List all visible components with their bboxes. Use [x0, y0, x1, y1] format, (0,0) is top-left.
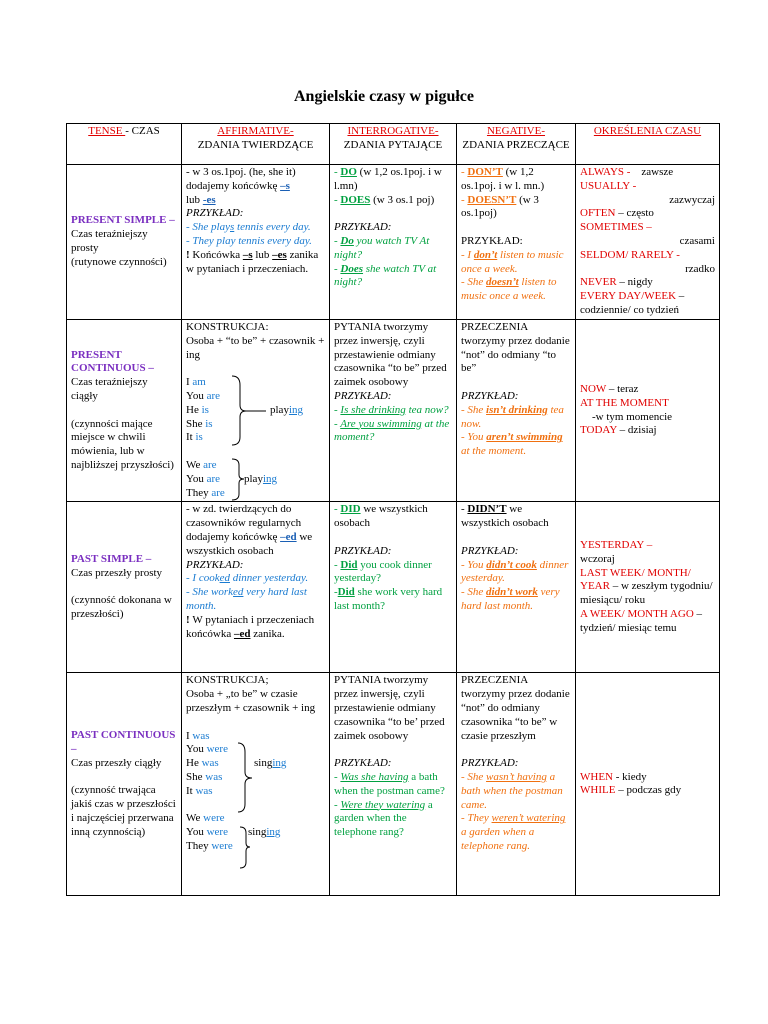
example-text: -	[334, 417, 341, 430]
example-aux: Do	[340, 234, 354, 247]
tense-desc: Czas teraźniejszy prosty	[71, 228, 148, 254]
conj-you-pl	[186, 473, 325, 487]
pronoun: I	[186, 376, 193, 389]
conj-it	[186, 785, 325, 799]
construction-formula: Osoba + „to be” w czasie przeszłym + czasownik + ing	[186, 688, 316, 714]
pronoun: It	[186, 431, 196, 444]
construction-formula: Osoba + “to be” + czasownik + ing	[186, 334, 325, 361]
conj-they	[186, 487, 325, 501]
header-neg-pl: ZDANIA PRZECZĄCE	[462, 138, 570, 151]
time-translation: – teraz	[606, 383, 639, 396]
tense-name: PAST SIMPLE –	[71, 552, 152, 565]
tense-desc: Czas teraźniejszy ciągły	[71, 376, 148, 402]
cell-aff-past-continuous	[182, 673, 330, 896]
example-text: - I cook	[186, 572, 220, 585]
conj-he	[186, 757, 325, 771]
aux-doesnt: DOESN’T	[467, 193, 517, 206]
example-text: listen to music once a week.	[461, 248, 564, 275]
pronoun: They	[186, 839, 212, 852]
pronoun: We	[186, 812, 204, 825]
tenses-table	[66, 123, 720, 896]
rule-text: we wszystkich osobach	[186, 530, 313, 557]
example-1	[461, 249, 564, 275]
example-text: -	[334, 586, 338, 599]
rule-text: (w 3 os.1 poj)	[370, 193, 435, 206]
time-word: A WEEK/ MONTH AGO	[580, 608, 694, 621]
example-label: PRZYKŁAD:	[334, 389, 392, 402]
example-text: she watch TV at night?	[334, 262, 437, 289]
be-form: were	[206, 826, 228, 839]
example-2	[461, 586, 560, 612]
be-form: was	[205, 770, 223, 783]
example-text: - You	[461, 558, 487, 571]
example-text: dinner yesterday.	[229, 572, 309, 585]
construction-label: KONSTRUKCJA:	[186, 321, 269, 333]
note-ending: –es	[272, 248, 287, 261]
example-text: you cook dinner yesterday?	[334, 558, 432, 585]
header-tense-pl: - CZAS	[125, 125, 160, 137]
brace-icon	[230, 375, 268, 447]
example-text: at the moment?	[334, 417, 450, 444]
example-label: PRZYKŁAD:	[461, 757, 519, 770]
header-row	[67, 124, 720, 165]
example-text: at the moment.	[461, 445, 527, 458]
pronoun: He	[186, 757, 202, 770]
example-verb: Is she drinking	[340, 403, 406, 416]
example-verb: aren’t swimming	[486, 431, 563, 444]
aux-does: DOES	[340, 193, 371, 206]
example-ending: ed	[219, 572, 230, 585]
time-translation: zazwyczaj	[669, 193, 715, 206]
rule-text: - w 3 os.1poj. (he, she it) dodajemy końcówkę	[186, 166, 296, 192]
example-2	[461, 431, 563, 457]
cell-tense-present-simple	[67, 165, 182, 320]
example-1	[334, 404, 449, 416]
example-verb: weren’t watering	[491, 812, 566, 825]
example-text: -	[334, 234, 341, 247]
conj-we	[186, 459, 325, 473]
rule-text: PYTANIA tworzymy przez inwersję, czyli przestawienie odmiany czasownika “to be’ przed zaimek osobowy	[334, 674, 445, 742]
time-translation: -w tym momencie	[592, 410, 673, 423]
header-neg-en: NEGATIVE-	[486, 125, 546, 137]
pronoun: You	[186, 826, 207, 839]
brace-icon	[230, 458, 246, 502]
time-word: NEVER	[580, 276, 617, 289]
page-title: Angielskie czasy w pigułce	[294, 88, 474, 105]
be-form: is	[205, 417, 213, 430]
example-text: listen to music once a week.	[461, 276, 557, 303]
ending-s: –s	[280, 179, 290, 192]
cell-time-present-continuous	[576, 320, 720, 502]
example-2	[461, 276, 557, 302]
verb-stem: sing	[254, 757, 273, 770]
note-mark: !	[186, 613, 193, 626]
time-translation: – często	[615, 207, 654, 220]
tense-desc: Czas przeszły prosty	[71, 566, 163, 579]
cell-int-present-simple	[330, 165, 457, 320]
conj-she	[186, 771, 325, 785]
time-word: LAST WEEK/ MONTH/ YEAR	[580, 566, 691, 593]
header-negative	[457, 124, 576, 165]
cell-int-past-continuous	[330, 673, 457, 896]
header-aff-en: AFFIRMATIVE-	[217, 125, 294, 137]
time-word: SELDOM/ RARELY -	[580, 248, 680, 261]
time-translation: – w zeszłym tygodniu/ miesiącu/ roku	[580, 580, 713, 607]
example-text: tea now.	[461, 403, 564, 430]
pronoun: They	[186, 486, 212, 499]
cell-int-present-continuous	[330, 320, 457, 502]
time-translation: zawsze	[641, 166, 674, 178]
rule-text: -	[461, 503, 468, 516]
rule-text: PRZECZENIA tworzymy przez dodanie “not” do odmiany czasownika “to be” w czasie przeszłym	[461, 674, 570, 742]
example-label: PRZYKŁAD:	[334, 544, 392, 557]
be-form: were	[203, 812, 225, 825]
example-2	[334, 799, 433, 839]
example-text: -	[334, 798, 341, 811]
ing-ending: ing	[272, 757, 287, 770]
example-verb: didn’t cook	[486, 558, 537, 571]
construction-label: KONSTRUKCJA;	[186, 674, 269, 687]
be-form: was	[195, 784, 213, 797]
tense-desc: Czas przeszły ciągły	[71, 756, 162, 769]
time-word: OFTEN	[580, 207, 616, 220]
example-text: a garden when a telephone rang.	[461, 826, 535, 852]
rule-text: (w 1,2 os.1poj. i w l.mn)	[334, 166, 442, 192]
example-2	[461, 812, 565, 852]
example-verb: Were they watering	[340, 798, 426, 811]
example-text: -	[334, 403, 341, 416]
pronoun: We	[186, 458, 204, 471]
cell-time-past-simple	[576, 502, 720, 673]
time-translation: - kiedy	[613, 770, 647, 783]
be-form: are	[211, 486, 225, 499]
be-form: are	[206, 472, 221, 485]
cell-neg-past-simple	[457, 502, 576, 673]
example-text: tea now?	[405, 403, 449, 416]
row-present-simple	[67, 165, 720, 320]
be-form: were	[206, 743, 228, 756]
rule-text: -	[461, 193, 468, 206]
example-verb: Was she having	[340, 770, 409, 783]
example-2	[334, 263, 436, 289]
cell-neg-present-simple	[457, 165, 576, 320]
pronoun: He	[186, 403, 202, 416]
pronoun: She	[186, 417, 206, 430]
note-text: Końcówka	[192, 248, 243, 261]
time-translation: wczoraj	[580, 552, 615, 565]
note-text: W pytaniach i przeczeniach końcówka	[186, 613, 315, 640]
be-form: are	[203, 458, 217, 471]
example-text: -	[334, 262, 341, 275]
conj-they	[186, 840, 325, 854]
example-verb: didn’t work	[486, 586, 538, 599]
row-past-simple	[67, 502, 720, 673]
example-text: - They	[461, 812, 492, 825]
time-translation: – dzisiaj	[616, 424, 657, 437]
cell-aff-past-simple	[182, 502, 330, 673]
ending-es: -es	[202, 193, 216, 206]
header-affirmative	[182, 124, 330, 165]
conj-you-pl	[186, 826, 325, 840]
example-1	[461, 559, 568, 585]
rule-text: -	[334, 193, 341, 206]
ing-ending: ing	[262, 472, 278, 485]
pronoun: You	[186, 472, 207, 485]
header-interrogative	[330, 124, 457, 165]
cell-tense-past-simple	[67, 502, 182, 673]
pronoun: You	[186, 389, 207, 402]
example-1	[334, 235, 429, 261]
example-text: dinner yesterday.	[461, 558, 569, 585]
verb-stem: play	[244, 472, 263, 485]
example-text: very hard last month.	[461, 586, 560, 612]
rule-text: -	[461, 166, 468, 178]
example-2	[334, 586, 442, 612]
note-ending: –s	[242, 248, 253, 261]
example-text: a bath when the postman came?	[334, 770, 445, 797]
time-word: AT THE MOMENT	[580, 396, 669, 409]
note-text: zanika.	[250, 627, 285, 640]
cell-tense-past-continuous	[67, 673, 182, 896]
tense-name: PRESENT SIMPLE –	[71, 214, 175, 227]
tense-note: (czynność trwająca jakiś czas w przeszłości i najczęściej przerwana inną czynnością)	[71, 784, 176, 838]
example-2	[186, 586, 307, 612]
row-past-continuous	[67, 673, 720, 896]
example-text: - She play	[186, 221, 230, 234]
time-translation: –	[676, 290, 685, 303]
rule-text: (w 1,2 os.1poj. i w l. mn.)	[461, 166, 545, 192]
example-verb: isn’t drinking	[486, 403, 548, 416]
header-time-expressions	[576, 124, 720, 165]
verb-ing	[248, 826, 280, 840]
rule-text: (w 3 os.1poj)	[461, 193, 539, 220]
aux-do: DO	[340, 166, 357, 178]
example-1	[461, 771, 563, 811]
header-int-pl: ZDANIA PYTAJĄCE	[343, 138, 443, 151]
time-word: ALWAYS -	[580, 166, 631, 178]
example-verb: Are you swimming	[340, 417, 422, 430]
rule-text: lub	[186, 193, 203, 206]
example-text: - I	[461, 248, 474, 261]
example-label: PRZYKŁAD:	[186, 558, 244, 571]
time-word: NOW	[580, 383, 607, 396]
verb-ing	[244, 473, 277, 487]
cell-tense-present-continuous	[67, 320, 182, 502]
example-text: - She work	[186, 586, 234, 599]
example-text: very hard last month.	[186, 586, 307, 612]
brace-icon	[236, 742, 254, 814]
time-translation: – tydzień/ miesiąc temu	[580, 608, 703, 634]
example-2: - They play tennis every day.	[186, 234, 312, 247]
example-label: PRZYKŁAD:	[461, 389, 519, 402]
note-text: lub	[252, 248, 273, 261]
example-label: PRZYKŁAD:	[461, 544, 519, 557]
be-form: am	[192, 376, 206, 389]
time-word: USUALLY -	[580, 179, 637, 192]
rule-text: we wszystkich osobach	[461, 503, 549, 530]
verb-stem: sing	[248, 826, 267, 839]
pronoun: I	[186, 729, 193, 742]
example-text: she work very hard last month?	[334, 586, 443, 612]
tense-note: (czynność dokonana w przeszłości)	[71, 594, 172, 621]
verb-ing	[270, 404, 303, 418]
time-translation: codziennie/ co tydzień	[580, 303, 679, 316]
example-1	[186, 221, 311, 233]
example-1	[186, 572, 308, 584]
pronoun: You	[186, 743, 207, 756]
rule-text: PYTANIA tworzymy przez inwersję, czyli przestawienie odmiany czasownika “to be” przed zaimek osobowy	[334, 321, 447, 389]
example-text: a garden when the telephone rang?	[334, 798, 433, 839]
time-word: YESTERDAY –	[580, 539, 653, 552]
be-form: were	[211, 839, 233, 852]
cell-aff-present-continuous	[182, 320, 330, 502]
example-1	[334, 771, 445, 797]
example-text: -	[334, 770, 341, 783]
be-form: is	[195, 431, 203, 444]
tense-name: PAST CONTINUOUS –	[71, 729, 176, 755]
time-translation: czasami	[679, 234, 715, 247]
example-1	[334, 559, 432, 585]
aux-didnt: DIDN’T	[467, 503, 507, 516]
tense-note: (czynności mające miejsce w chwili mówienia, lub w najbliższej przyszłości)	[71, 417, 174, 471]
row-present-continuous	[67, 320, 720, 502]
example-text: - She	[461, 770, 487, 783]
example-label: PRZYKŁAD:	[461, 234, 523, 247]
example-label: PRZYKŁAD:	[186, 207, 244, 220]
note-ending: –ed	[233, 627, 251, 640]
rule-text: we wszystkich osobach	[334, 503, 428, 530]
example-label: PRZYKŁAD:	[334, 757, 392, 770]
example-text: - She	[461, 276, 487, 289]
example-text: - She	[461, 586, 487, 599]
time-translation: – nigdy	[616, 276, 653, 289]
be-form: is	[201, 403, 209, 416]
pronoun: She	[186, 770, 206, 783]
note-mark: !	[186, 248, 193, 261]
header-int-en: INTERROGATIVE-	[347, 125, 439, 137]
example-text: -	[334, 558, 341, 571]
example-label: PRZYKŁAD:	[334, 221, 392, 234]
time-word: WHILE	[580, 784, 616, 797]
aux-dont: DON’T	[467, 166, 503, 178]
pronoun: It	[186, 784, 196, 797]
cell-time-present-simple	[576, 165, 720, 320]
example-aux: Does	[340, 262, 364, 275]
rule-text: -	[334, 503, 341, 516]
tense-name: PRESENT CONTINUOUS –	[71, 348, 154, 375]
conj-we	[186, 812, 325, 826]
header-aff-pl: ZDANIA TWIERDZĄCE	[197, 138, 314, 151]
example-1	[461, 404, 564, 430]
example-aux: Did	[340, 558, 358, 571]
be-form: are	[206, 389, 221, 402]
example-aux: don’t	[473, 248, 498, 261]
tense-note: (rutynowe czynności)	[71, 255, 167, 268]
ing-ending: ing	[288, 403, 304, 416]
cell-neg-present-continuous	[457, 320, 576, 502]
rule-text: PRZECZENIA tworzymy przez dodanie “not” do odmiany “to be”	[461, 321, 570, 375]
header-tense-en: TENSE	[88, 125, 126, 137]
be-form: was	[201, 757, 219, 770]
rule-text: - w zd. twierdzących do czasowników regularnych dodajemy końcówkę	[186, 503, 302, 543]
conj-i	[186, 730, 325, 744]
verb-stem: play	[270, 403, 289, 416]
verb-ing	[254, 757, 286, 771]
aux-did: DID	[340, 503, 361, 516]
brace-icon	[238, 826, 252, 870]
cell-neg-past-continuous	[457, 673, 576, 896]
cell-aff-present-simple	[182, 165, 330, 320]
example-text: a bath when the postman came.	[461, 770, 563, 811]
cell-time-past-continuous	[576, 673, 720, 896]
time-word: TODAY	[580, 424, 617, 437]
example-text: - She	[461, 403, 487, 416]
example-2	[334, 418, 449, 444]
ending-ed: –ed	[280, 530, 297, 543]
time-translation: – podczas gdy	[615, 784, 682, 797]
time-word: WHEN	[580, 770, 613, 783]
rule-text: -	[334, 166, 341, 178]
example-aux: doesn’t	[486, 276, 519, 289]
note-text: zanika w pytaniach i przeczeniach.	[186, 248, 319, 275]
time-word: SOMETIMES –	[580, 221, 652, 234]
example-verb: wasn’t having	[486, 770, 547, 783]
be-form: was	[192, 729, 210, 742]
example-aux: Did	[337, 586, 355, 599]
ing-ending: ing	[266, 826, 281, 839]
time-translation: rzadko	[685, 262, 715, 275]
example-ending: s	[229, 221, 235, 234]
conj-you	[186, 743, 325, 757]
example-text: tennis every day.	[234, 221, 311, 234]
example-text: you watch TV At night?	[334, 234, 430, 261]
time-word: EVERY DAY/WEEK	[580, 290, 677, 303]
cell-int-past-simple	[330, 502, 457, 673]
example-ending: ed	[233, 586, 244, 599]
example-text: - You	[461, 431, 487, 444]
header-time-pl: OKREŚLENIA CZASU	[593, 125, 702, 137]
header-tense	[67, 124, 182, 165]
